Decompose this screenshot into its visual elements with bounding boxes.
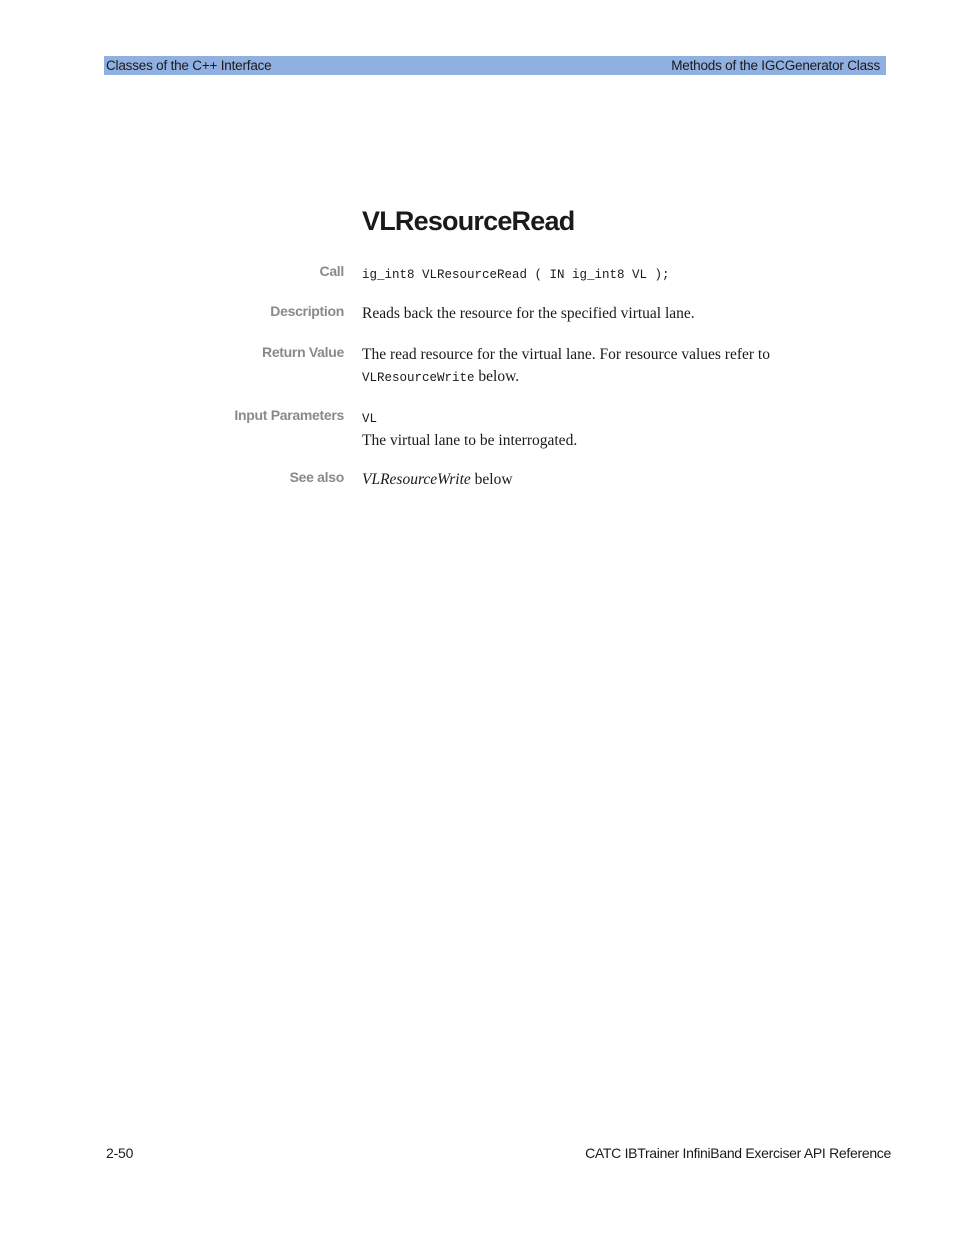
see-also-label: See also (289, 469, 344, 485)
call-code: ig_int8 VLResourceRead ( IN ig_int8 VL ); (362, 268, 670, 282)
call-signature (362, 263, 862, 286)
call-label: Call (319, 263, 344, 279)
input-parameters-label: Input Parameters (234, 407, 344, 423)
see-also-content (362, 469, 862, 491)
return-value-label: Return Value (262, 344, 344, 360)
return-value-text-suffix: below. (474, 368, 520, 385)
return-value-code-ref: VLResourceWrite (362, 371, 475, 385)
footer-doc-title: CATC IBTrainer InfiniBand Exerciser API Reference (585, 1145, 891, 1161)
footer-page-number: 2-50 (106, 1145, 134, 1161)
see-also-link[interactable]: VLResourceWrite (362, 471, 471, 488)
param-description: The virtual lane to be interrogated. (362, 432, 578, 449)
param-name: VL (362, 412, 378, 426)
input-parameters-content (362, 407, 862, 452)
see-also-suffix: below (470, 471, 513, 488)
description-label: Description (270, 303, 344, 319)
description-text: Reads back the resource for the specified virtual lane. (362, 305, 695, 322)
header-chapter-title: Classes of the C++ Interface (106, 58, 272, 73)
page-title: VLResourceRead (362, 206, 575, 236)
return-value-text (362, 344, 862, 389)
running-header (104, 56, 886, 75)
return-value-text-main: The read resource for the virtual lane. For resource values refer to (362, 346, 770, 363)
header-section-title: Methods of the IGCGenerator Class (671, 58, 880, 73)
